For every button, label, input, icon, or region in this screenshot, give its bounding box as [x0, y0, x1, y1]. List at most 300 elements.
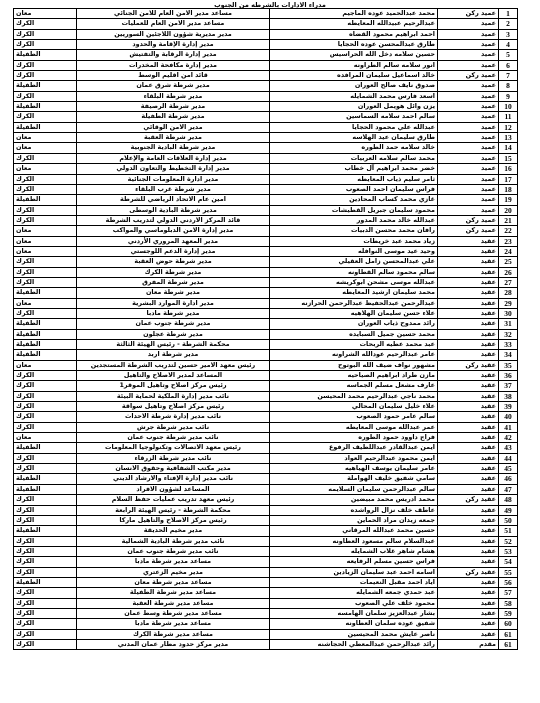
row-number: 14	[499, 143, 518, 153]
rank-cell: عقيد	[438, 546, 499, 556]
name-cell: شفيق عوده سلمان العطاونه	[270, 619, 438, 629]
governorate-cell: الكرك	[14, 153, 77, 163]
rank-cell: عقيد	[438, 536, 499, 546]
position-cell: مدير شرطة البادية الجنوبية	[77, 143, 270, 153]
position-cell: نائب مدير إدارة الإفتاء والارشاد الديني	[77, 474, 270, 484]
row-number: 52	[499, 536, 518, 546]
table-row	[14, 50, 518, 60]
name-cell: طارق سليمان عيد الهلاسه	[270, 133, 438, 143]
position-cell: رئيس مركز اصلاح وتاهيل الموقر1	[77, 381, 270, 391]
rank-cell: عقيد	[438, 443, 499, 453]
name-cell: ناصر عايش محمد المحيسين	[270, 629, 438, 639]
rank-cell: عقيد	[438, 288, 499, 298]
name-cell: ايمن عبدالقادر عبداللطيف الرفوع	[270, 443, 438, 453]
row-number: 43	[499, 443, 518, 453]
governorate-cell: الكرك	[14, 184, 77, 194]
position-cell: امين عام الاتحاد الرياضي للشرطة	[77, 195, 270, 205]
governorate-cell: الكرك	[14, 174, 77, 184]
rank-cell: عميد	[438, 174, 499, 184]
name-cell: ثامر سليم ذياب المعايطه	[270, 174, 438, 184]
position-cell: مدير مركز حدود مطار عمان المدني	[77, 639, 270, 649]
governorate-cell: الطفيلة	[14, 122, 77, 132]
row-number: 11	[499, 112, 518, 122]
table-row	[14, 60, 518, 70]
row-number: 54	[499, 557, 518, 567]
position-cell: مدير ادارة الموارد البشرية	[77, 298, 270, 308]
name-cell: انور سلامه سالم الطراونه	[270, 60, 438, 70]
name-cell: عامر عبدالرحيم عودالله الشراونه	[270, 350, 438, 360]
table-row	[14, 484, 518, 494]
row-number: 16	[499, 164, 518, 174]
rank-cell: عقيد	[438, 412, 499, 422]
governorate-cell: الكرك	[14, 205, 77, 215]
governorate-cell: الكرك	[14, 277, 77, 287]
table-row	[14, 536, 518, 546]
row-number: 37	[499, 381, 518, 391]
position-cell: مساعد مدير شرطة وسط عمان	[77, 608, 270, 618]
table-row	[14, 495, 518, 505]
name-cell: فراج داوود حمود الطوره	[270, 433, 438, 443]
row-number: 17	[499, 174, 518, 184]
table-row	[14, 308, 518, 318]
governorate-cell: الكرك	[14, 40, 77, 50]
officers-table	[13, 8, 518, 650]
position-cell: مدير إدارة الامن الدبلوماسي والمواكب	[77, 226, 270, 236]
table-row	[14, 184, 518, 194]
governorate-cell: الكرك	[14, 608, 77, 618]
governorate-cell: الكرك	[14, 557, 77, 567]
row-number: 26	[499, 267, 518, 277]
row-number: 35	[499, 360, 518, 370]
name-cell: اسامه احمد عبد سليمان الزيادين	[270, 567, 438, 577]
governorate-cell: الكرك	[14, 515, 77, 525]
rank-cell: عقيد	[438, 257, 499, 267]
table-row	[14, 71, 518, 81]
row-number: 27	[499, 277, 518, 287]
rank-cell: عقيد	[438, 308, 499, 318]
name-cell: زياد محمد عبد خريطات	[270, 236, 438, 246]
rank-cell: عميد ركن	[438, 226, 499, 236]
table-row	[14, 340, 518, 350]
row-number: 7	[499, 71, 518, 81]
rank-cell: عقيد	[438, 474, 499, 484]
row-number: 4	[499, 40, 518, 50]
row-number: 5	[499, 50, 518, 60]
table-row	[14, 164, 518, 174]
position-cell: مدير شرطة شرق عمان	[77, 81, 270, 91]
name-cell: سالم احمد سلامه السماسين	[270, 112, 438, 122]
row-number: 1	[499, 9, 518, 19]
name-cell: محمد عبدالحميد عوده الماجيم	[270, 9, 438, 19]
rank-cell: عميد	[438, 195, 499, 205]
governorate-cell: معان	[14, 164, 77, 174]
governorate-cell: الطفيلة	[14, 102, 77, 112]
position-cell: مدير شرطة البادية الوسطى	[77, 205, 270, 215]
name-cell: غازي محمد كساب المحادين	[270, 195, 438, 205]
rank-cell: عميد	[438, 184, 499, 194]
table-row	[14, 29, 518, 39]
rank-cell: عميد	[438, 40, 499, 50]
table-row	[14, 619, 518, 629]
governorate-cell: معان	[14, 236, 77, 246]
name-cell: يزن وائل هويمل العوران	[270, 102, 438, 112]
name-cell: فراس حسين مسلم الرفايعه	[270, 557, 438, 567]
rank-cell: عقيد	[438, 619, 499, 629]
table-row	[14, 422, 518, 432]
position-cell: مدير شرطة العقبة	[77, 133, 270, 143]
name-cell: هشام شاهر غلاب الشمايله	[270, 546, 438, 556]
table-row	[14, 453, 518, 463]
name-cell: رائد ممدوح ذياب العوران	[270, 319, 438, 329]
position-cell: مدير مخيم الزعتري	[77, 567, 270, 577]
name-cell: علاء حسن سليمان الهلاهيه	[270, 308, 438, 318]
table-row	[14, 226, 518, 236]
governorate-cell: الكرك	[14, 402, 77, 412]
rank-cell: عقيد	[438, 464, 499, 474]
name-cell: عاطف خلف نزال الرواشده	[270, 505, 438, 515]
position-cell: مدير شرطة جنوب عمان	[77, 319, 270, 329]
table-row	[14, 236, 518, 246]
table-row	[14, 215, 518, 225]
name-cell: وحيد عيد موسى النوافله	[270, 246, 438, 256]
governorate-cell: الكرك	[14, 422, 77, 432]
name-cell: عبدالرحيم عبيدالله المعايطه	[270, 19, 438, 29]
rank-cell: عقيد	[438, 433, 499, 443]
rank-cell: عقيد	[438, 505, 499, 515]
name-cell: سامي شفيق خليف الهواملة	[270, 474, 438, 484]
governorate-cell: الطفيلة	[14, 474, 77, 484]
name-cell: خالد سلامه حمد الطوره	[270, 143, 438, 153]
governorate-cell: الكرك	[14, 267, 77, 277]
rank-cell: عميد	[438, 19, 499, 29]
table-row	[14, 639, 518, 649]
row-number: 13	[499, 133, 518, 143]
table-row	[14, 608, 518, 618]
row-number: 12	[499, 122, 518, 132]
name-cell: سالم محمود سالم القطاونه	[270, 267, 438, 277]
row-number: 29	[499, 298, 518, 308]
table-row	[14, 474, 518, 484]
governorate-cell: الكرك	[14, 412, 77, 422]
position-cell: مدير شرطة مادبا	[77, 308, 270, 318]
rank-cell: عقيد	[438, 515, 499, 525]
position-cell: مدير مكتب الشفافية وحقوق الانسان	[77, 464, 270, 474]
table-row	[14, 443, 518, 453]
rank-cell: عقيد	[438, 422, 499, 432]
rank-cell: عميد	[438, 143, 499, 153]
table-row	[14, 381, 518, 391]
position-cell: مدير المعهد المروري الأردني	[77, 236, 270, 246]
governorate-cell: معان	[14, 9, 77, 19]
table-row	[14, 329, 518, 339]
rank-cell: عقيد	[438, 453, 499, 463]
row-number: 41	[499, 422, 518, 432]
name-cell: خالد اسماعيل سليمان المرافده	[270, 71, 438, 81]
governorate-cell: الكرك	[14, 464, 77, 474]
row-number: 39	[499, 402, 518, 412]
name-cell: بشار عبدالعزيز سلمان الهامسه	[270, 608, 438, 618]
name-cell: محمد سالم سلامه العربيات	[270, 153, 438, 163]
rank-cell: عميد	[438, 91, 499, 101]
name-cell: عبدالله موسى مشحن ابوكريشه	[270, 277, 438, 287]
rank-cell: عقيد	[438, 329, 499, 339]
rank-cell: عقيد	[438, 277, 499, 287]
name-cell: عبد محمد عطيه الربحات	[270, 340, 438, 350]
table-row	[14, 288, 518, 298]
position-cell: مدير الامن الوقائي	[77, 122, 270, 132]
rank-cell: عقيد	[438, 350, 499, 360]
position-cell: مدير مخيم الحديقة	[77, 526, 270, 536]
position-cell: مدير شرطة الطفيلة	[77, 112, 270, 122]
table-row	[14, 174, 518, 184]
name-cell: عبدالرحمن عبدالحفيظ عبدالرحمن الحرازنه	[270, 298, 438, 308]
row-number: 44	[499, 453, 518, 463]
governorate-cell: الطفيلة	[14, 319, 77, 329]
position-cell: مساعد مدير شرطة مادبا	[77, 557, 270, 567]
governorate-cell: الكرك	[14, 629, 77, 639]
table-row	[14, 567, 518, 577]
governorate-cell: الكرك	[14, 619, 77, 629]
table-row	[14, 505, 518, 515]
position-cell: مساعد مدير شرطة مادبا	[77, 619, 270, 629]
row-number: 20	[499, 205, 518, 215]
rank-cell: عميد	[438, 133, 499, 143]
position-cell: نائب مدير شرطة جنوب عمان	[77, 546, 270, 556]
row-number: 58	[499, 598, 518, 608]
rank-cell: عقيد	[438, 236, 499, 246]
table-row	[14, 546, 518, 556]
table-row	[14, 588, 518, 598]
table-row	[14, 102, 518, 112]
name-cell: خضر محمد ابراهيم آل خطاب	[270, 164, 438, 174]
table-row	[14, 557, 518, 567]
governorate-cell: الكرك	[14, 495, 77, 505]
row-number: 22	[499, 226, 518, 236]
row-number: 45	[499, 464, 518, 474]
rank-cell: عميد	[438, 112, 499, 122]
row-number: 19	[499, 195, 518, 205]
table-row	[14, 246, 518, 256]
rank-cell: عميد ركن	[438, 71, 499, 81]
position-cell: نائب مدير إدارة شرطة الاحداث	[77, 412, 270, 422]
row-number: 49	[499, 505, 518, 515]
position-cell: مدير إدارة الرقابة والتفتيش	[77, 50, 270, 60]
governorate-cell: الكرك	[14, 60, 77, 70]
rank-cell: عقيد	[438, 577, 499, 587]
governorate-cell: معان	[14, 433, 77, 443]
row-number: 48	[499, 495, 518, 505]
table-row	[14, 577, 518, 587]
page-title: مدراء الادارات بالشرطه من الجنوب	[214, 1, 326, 9]
governorate-cell: الطفيلة	[14, 577, 77, 587]
position-cell: رئيس مركز اصلاح وتاهيل سواقة	[77, 402, 270, 412]
position-cell: مدير شرطة البلقاء	[77, 91, 270, 101]
row-number: 61	[499, 629, 518, 639]
position-cell: مدير شرطة غرب البلقاء	[77, 184, 270, 194]
row-number: 25	[499, 257, 518, 267]
rank-cell: عقيد	[438, 557, 499, 567]
row-number: 2	[499, 19, 518, 29]
name-cell: محمد ناجي عبدالرحيم محمد المحيسن	[270, 391, 438, 401]
governorate-cell: الطفيلة	[14, 329, 77, 339]
governorate-cell: الطفيلة	[14, 340, 77, 350]
position-cell: مساعد مدير الامن العام للامن الجنائي	[77, 9, 270, 19]
rank-cell: عقيد	[438, 588, 499, 598]
name-cell: محمود خلف علي الصعوب	[270, 598, 438, 608]
position-cell: مساعد مدير الامن العام للعمليات	[77, 19, 270, 29]
governorate-cell: الطفيلة	[14, 526, 77, 536]
name-cell: محمود سليمان جبريل القطيشات	[270, 205, 438, 215]
row-number: 32	[499, 329, 518, 339]
name-cell: عبدالله خالد محمد المدور	[270, 215, 438, 225]
governorate-cell: الكرك	[14, 257, 77, 267]
row-number: 33	[499, 340, 518, 350]
row-number: 55	[499, 567, 518, 577]
table-row	[14, 112, 518, 122]
name-cell: حسين محمد عبدالله المرقاني	[270, 526, 438, 536]
table-row	[14, 412, 518, 422]
name-cell: عامر سليمان يوسف الهياهيه	[270, 464, 438, 474]
governorate-cell: الكرك	[14, 505, 77, 515]
name-cell: حسين سلامه دخل الله الحراسيس	[270, 50, 438, 60]
position-cell: مدير شرطة حوض العقبة	[77, 257, 270, 267]
governorate-cell: الكرك	[14, 588, 77, 598]
name-cell: علاء خليل سليمان المحالي	[270, 402, 438, 412]
table-row	[14, 153, 518, 163]
position-cell: مدير إدارة مكافحة المخدرات	[77, 60, 270, 70]
table-row	[14, 598, 518, 608]
rank-cell: عقيد	[438, 340, 499, 350]
table-row	[14, 133, 518, 143]
name-cell: صدوق نايف صالح العوران	[270, 81, 438, 91]
position-cell: قائد امن اقليم الوسط	[77, 71, 270, 81]
position-cell: مدير شرطة الرصيفة	[77, 102, 270, 112]
row-number: 23	[499, 236, 518, 246]
row-number: 24	[499, 246, 518, 256]
rank-cell: عقيد	[438, 246, 499, 256]
rank-cell: عقيد	[438, 598, 499, 608]
governorate-cell: الكرك	[14, 112, 77, 122]
position-cell: مدير إدارة التخطيط والتعاون الدولي	[77, 164, 270, 174]
name-cell: محمد ادريس محمد مبيضين	[270, 495, 438, 505]
rank-cell: عقيد	[438, 629, 499, 639]
governorate-cell: معان	[14, 246, 77, 256]
name-cell: عبد حمدي جمعه الشمايله	[270, 588, 438, 598]
position-cell: نائب مدير شرطة جرش	[77, 422, 270, 432]
rank-cell: عقيد ركن	[438, 360, 499, 370]
rank-cell: عميد	[438, 81, 499, 91]
row-number: 61	[499, 639, 518, 649]
governorate-cell: الكرك	[14, 639, 77, 649]
table-row	[14, 298, 518, 308]
rank-cell: عميد	[438, 164, 499, 174]
rank-cell: عقيد	[438, 371, 499, 381]
name-cell: سالم عامر حمود الصعوب	[270, 412, 438, 422]
row-number: 8	[499, 81, 518, 91]
rank-cell: عميد ركن	[438, 215, 499, 225]
governorate-cell: معان	[14, 298, 77, 308]
position-cell: مدير إدارة الإقامة والحدود	[77, 40, 270, 50]
table-row	[14, 350, 518, 360]
name-cell: رافان محمد محسن الدبيات	[270, 226, 438, 236]
table-row	[14, 91, 518, 101]
governorate-cell: معان	[14, 133, 77, 143]
position-cell: مدير ادارة المعلومات الجنائية	[77, 174, 270, 184]
row-number: 15	[499, 153, 518, 163]
table-row	[14, 629, 518, 639]
table-row	[14, 143, 518, 153]
name-cell: فراس سليمان احمد الصعوب	[270, 184, 438, 194]
name-cell: جمعه زيدان مراد الحماين	[270, 515, 438, 525]
position-cell: محكمة الشرطة - رئيس الهيئة الثالثة	[77, 340, 270, 350]
governorate-cell: الكرك	[14, 567, 77, 577]
name-cell: محمد سليمان ارشيد المعايطه	[270, 288, 438, 298]
name-cell: رائد عبدالرحمن عبدالمعطي الحجاشنه	[270, 639, 438, 649]
table-row	[14, 464, 518, 474]
row-number: 47	[499, 484, 518, 494]
row-number: 57	[499, 588, 518, 598]
rank-cell: عقيد ركن	[438, 567, 499, 577]
row-number: 28	[499, 288, 518, 298]
name-cell: عارف مشعل مسلم الجماسه	[270, 381, 438, 391]
rank-cell: عقيد	[438, 298, 499, 308]
rank-cell: عقيد	[438, 319, 499, 329]
position-cell: مساعد مدير شرطة الكرك	[77, 629, 270, 639]
position-cell: مدير إدارة الدعم اللوجستي	[77, 246, 270, 256]
position-cell: محكمة الشرطة - رئيس الهيئة الرابعة	[77, 505, 270, 515]
row-number: 21	[499, 215, 518, 225]
governorate-cell: الطفيلة	[14, 484, 77, 494]
row-number: 38	[499, 391, 518, 401]
table-row	[14, 360, 518, 370]
table-row	[14, 9, 518, 19]
table-row	[14, 267, 518, 277]
name-cell: عبدالسلام سالم مسعود العطاونه	[270, 536, 438, 546]
row-number: 36	[499, 371, 518, 381]
governorate-cell: الطفيلة	[14, 195, 77, 205]
rank-cell: عميد	[438, 102, 499, 112]
table-row	[14, 391, 518, 401]
position-cell: المساعد لشؤون الافراد	[77, 484, 270, 494]
name-cell: علي عبدالمحسن زامل العقيلي	[270, 257, 438, 267]
row-number: 3	[499, 29, 518, 39]
rank-cell: عقيد	[438, 484, 499, 494]
governorate-cell: الكرك	[14, 546, 77, 556]
table-row	[14, 40, 518, 50]
governorate-cell: الكرك	[14, 391, 77, 401]
rank-cell: عقيد	[438, 267, 499, 277]
position-cell: رئيس معهد الامير حسين لتدريب الشرطة المستجدين	[77, 360, 270, 370]
table-row	[14, 319, 518, 329]
table-row	[14, 257, 518, 267]
name-cell: مازن طراد ابراهيم الصياحيه	[270, 371, 438, 381]
row-number: 10	[499, 102, 518, 112]
governorate-cell: الكرك	[14, 371, 77, 381]
rank-cell: عميد	[438, 153, 499, 163]
row-number: 18	[499, 184, 518, 194]
row-number: 46	[499, 474, 518, 484]
position-cell: رئيس مركز الاصلاح والتاهيل ماركا	[77, 515, 270, 525]
name-cell: عبدالله علي محمود الحجايا	[270, 122, 438, 132]
table-row	[14, 19, 518, 29]
governorate-cell: معان	[14, 226, 77, 236]
position-cell: نائب مدير إدارة الملكية لحماية البيئة	[77, 391, 270, 401]
name-cell: سالم عبدالرحمن سليمان السلايمه	[270, 484, 438, 494]
table-row	[14, 526, 518, 536]
position-cell: مدير إدارة العلاقات العامة والإعلام	[77, 153, 270, 163]
position-cell: مدير مديرية شؤون اللاجئين السوريين	[77, 29, 270, 39]
rank-cell: عميد	[438, 29, 499, 39]
